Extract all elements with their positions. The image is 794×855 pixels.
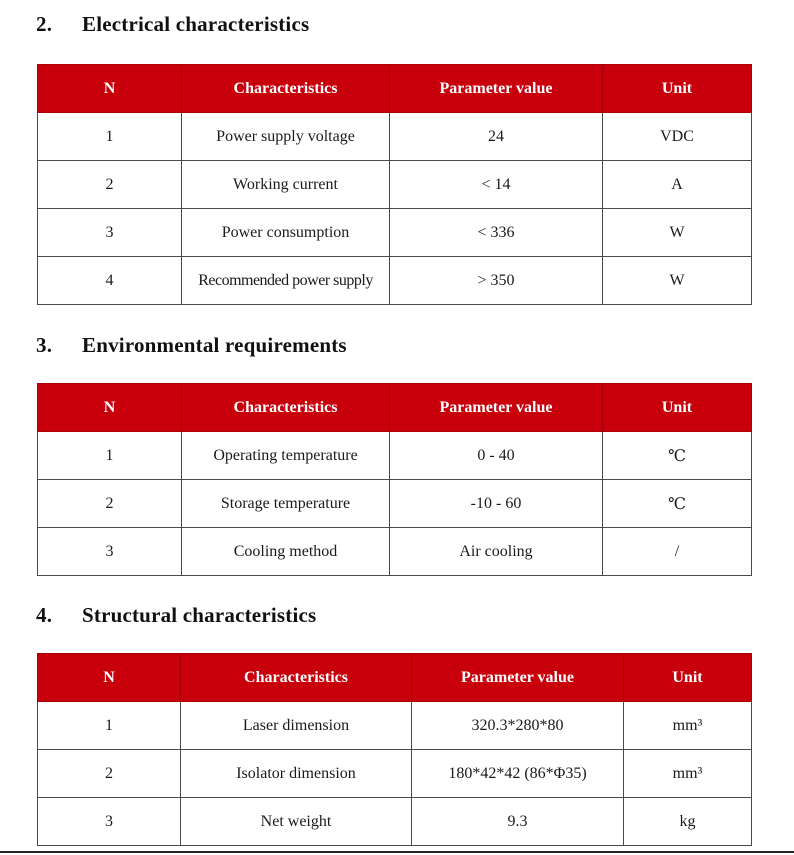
cell-unit: ℃ <box>603 432 752 480</box>
cell-unit: W <box>603 257 752 305</box>
header-unit: Unit <box>603 384 752 432</box>
cell-unit: / <box>603 528 752 576</box>
section-heading-structural <box>36 603 316 628</box>
table-row <box>38 161 752 209</box>
header-n: N <box>38 654 181 702</box>
cell-n: 1 <box>38 702 181 750</box>
cell-n: 2 <box>38 480 182 528</box>
table-row <box>38 113 752 161</box>
environmental-table <box>37 383 752 576</box>
cell-characteristic: Operating temperature <box>182 432 390 480</box>
cell-unit: mm³ <box>624 750 752 798</box>
cell-unit: mm³ <box>624 702 752 750</box>
cell-value: < 336 <box>390 209 603 257</box>
cell-n: 2 <box>38 161 182 209</box>
cell-value: Air cooling <box>390 528 603 576</box>
cell-n: 1 <box>38 113 182 161</box>
header-parameter-value: Parameter value <box>390 65 603 113</box>
cell-value: > 350 <box>390 257 603 305</box>
cell-characteristic: Working current <box>182 161 390 209</box>
header-characteristics: Characteristics <box>182 65 390 113</box>
cell-n: 1 <box>38 432 182 480</box>
cell-unit: ℃ <box>603 480 752 528</box>
cell-characteristic: Storage temperature <box>182 480 390 528</box>
table-header-row <box>38 384 752 432</box>
table-row <box>38 432 752 480</box>
cell-characteristic: Power consumption <box>182 209 390 257</box>
cell-characteristic: Recommended power supply <box>182 257 390 305</box>
section-number: 3. <box>36 333 53 357</box>
cell-value: 24 <box>390 113 603 161</box>
section-number: 2. <box>36 12 53 36</box>
cell-unit: A <box>603 161 752 209</box>
cell-value: < 14 <box>390 161 603 209</box>
header-unit: Unit <box>603 65 752 113</box>
cell-value: 180*42*42 (86*Φ35) <box>412 750 624 798</box>
section-heading-electrical <box>36 12 309 37</box>
cell-characteristic: Net weight <box>181 798 412 846</box>
cell-value: 9.3 <box>412 798 624 846</box>
cell-unit: kg <box>624 798 752 846</box>
table-row <box>38 750 752 798</box>
section-heading-environmental <box>36 333 347 358</box>
cell-n: 3 <box>38 209 182 257</box>
cell-n: 3 <box>38 528 182 576</box>
cell-n: 2 <box>38 750 181 798</box>
header-parameter-value: Parameter value <box>412 654 624 702</box>
header-n: N <box>38 65 182 113</box>
header-n: N <box>38 384 182 432</box>
table-header-row <box>38 654 752 702</box>
cell-characteristic: Laser dimension <box>181 702 412 750</box>
table-row <box>38 528 752 576</box>
cell-characteristic: Power supply voltage <box>182 113 390 161</box>
table-row <box>38 702 752 750</box>
cell-n: 4 <box>38 257 182 305</box>
cell-n: 3 <box>38 798 181 846</box>
section-title: Environmental requirements <box>82 333 347 357</box>
section-title: Structural characteristics <box>82 603 317 627</box>
structural-table <box>37 653 752 846</box>
header-characteristics: Characteristics <box>181 654 412 702</box>
table-row <box>38 798 752 846</box>
table-row <box>38 209 752 257</box>
cell-unit: VDC <box>603 113 752 161</box>
section-title: Electrical characteristics <box>82 12 310 36</box>
page-bottom-rule <box>0 851 794 853</box>
header-parameter-value: Parameter value <box>390 384 603 432</box>
section-number: 4. <box>36 603 53 627</box>
header-unit: Unit <box>624 654 752 702</box>
electrical-table <box>37 64 752 305</box>
cell-unit: W <box>603 209 752 257</box>
cell-value: 0 - 40 <box>390 432 603 480</box>
header-characteristics: Characteristics <box>182 384 390 432</box>
table-header-row <box>38 65 752 113</box>
cell-characteristic: Cooling method <box>182 528 390 576</box>
table-row <box>38 480 752 528</box>
cell-value: -10 - 60 <box>390 480 603 528</box>
cell-characteristic: Isolator dimension <box>181 750 412 798</box>
cell-value: 320.3*280*80 <box>412 702 624 750</box>
table-row <box>38 257 752 305</box>
